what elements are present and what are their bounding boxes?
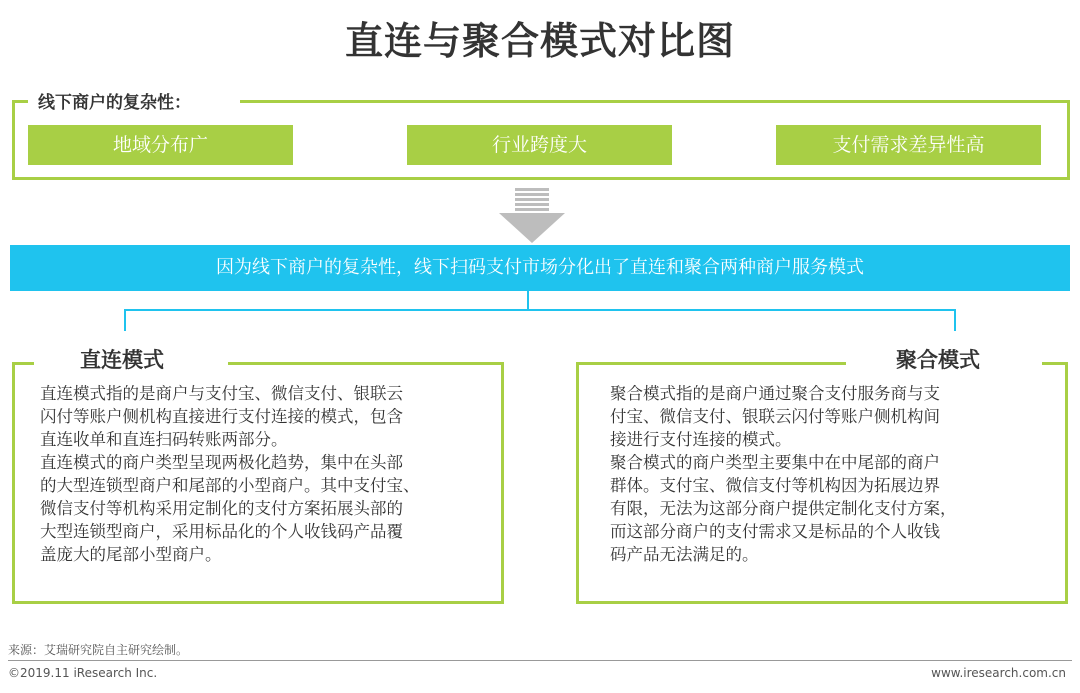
direct-box-line-right xyxy=(228,362,504,365)
complexity-item: 支付需求差异性高 xyxy=(776,125,1041,165)
down-arrow-icon xyxy=(515,188,549,213)
complexity-label: 线下商户的复杂性： xyxy=(28,88,201,113)
complexity-item: 行业跨度大 xyxy=(407,125,672,165)
page-title: 直连与聚合模式对比图 xyxy=(344,19,735,63)
copyright: ©2019.11 iResearch Inc. xyxy=(8,666,158,680)
conclusion-banner: 因为线下商户的复杂性，线下扫码支付市场分化出了直连和聚合两种商户服务模式 xyxy=(10,245,1070,291)
aggregate-mode-text: 聚合模式指的是商户通过聚合支付服务商与支 付宝、微信支付、银联云闪付等账户侧机构间 接进行支付连接的模式。 聚合模式的商户类型主要集中在中尾部的商户 群体。支付宝、微信支付等机构因为拓展边界 有限，无法为这部分商户提供定制化支付方案， 而这部分商户的支付需求又是标品的个人收钱 码产品无法满足的。 xyxy=(610,384,957,564)
connector-left xyxy=(124,309,126,331)
connector-bar xyxy=(124,309,956,311)
aggregate-box-line-left xyxy=(576,362,846,365)
direct-box-line-left xyxy=(12,362,34,365)
frame-line-right xyxy=(240,100,1070,103)
down-arrow-head xyxy=(499,213,565,243)
source-note: 来源：艾瑞研究院自主研究绘制。 xyxy=(8,643,189,657)
direct-mode-heading: 直连模式 xyxy=(74,344,170,374)
connector-right xyxy=(954,309,956,331)
footer-divider xyxy=(8,660,1072,661)
connector-stem xyxy=(527,291,529,310)
direct-mode-text: 直连模式指的是商户与支付宝、微信支付、银联云 闪付等账户侧机构直接进行支付连接的模式，包含 直连收单和直连扫码转账两部分。 直连模式的商户类型呈现两极化趋势，集中在头部 的大型连锁型商户和尾部的小型商户。其中支付宝、 微信支付等机构采用定制化的支付方案拓展头部的 大型连锁型商户，采用标品化的个人收钱码产品覆 盖庞大的尾部小型商户。 xyxy=(40,384,420,564)
aggregate-box-line-right xyxy=(1042,362,1068,365)
website-url: www.iresearch.com.cn xyxy=(931,666,1066,680)
complexity-item: 地域分布广 xyxy=(28,125,293,165)
aggregate-mode-heading: 聚合模式 xyxy=(890,344,986,374)
